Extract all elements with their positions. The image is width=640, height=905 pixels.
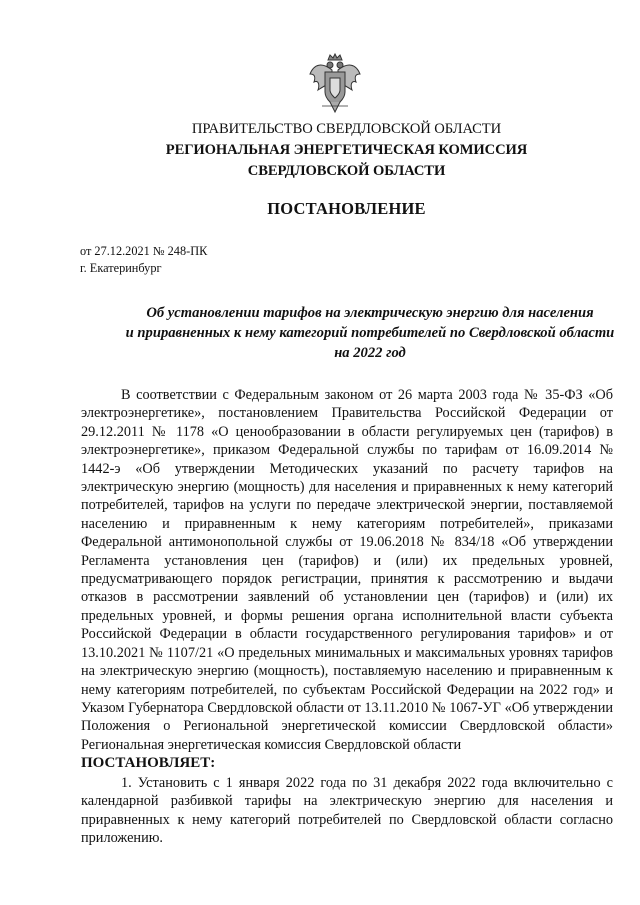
document-place: г. Екатеринбург — [80, 261, 162, 275]
preamble-paragraph: В соответствии с Федеральным законом от 26 марта 2003 года № 35-ФЗ «Об электроэнергетике», постановлением Правительства Российской Федерации от 29.12.2011 № 1178 «О ценообразовании в области регулируемых цен (тарифов) в электроэнергетике», приказом Федеральной службы по тарифам от 16.09.2014 № 1442-э «Об утверждении Методических указаний по расчету тарифов на электрическую энергию (мощность) для населения и приравненных к нему категорий потребителей, тарифов на услуги по передаче электрической энергии, поставляемой населению и приравненным к нему категориям потребителей», приказами Федеральной антимонопольной службы от 19.06.2018 № 834/18 «Об утверждении Регламента установления цен (тарифов) и (или) их предельных уровней, предусматривающего порядок регистрации, принятия к рассмотрению и выдачи отказов в рассмотрении заявлений об установлении цен (тарифов) и (или) их предельных уровней, и формы решения органа исполнительной власти субъекта Российской Федерации в области государственного регулирования тарифов» и от 13.10.2021 № 1107/21 «О предельных минимальных и максимальных уровнях тарифов на электрическую энергию (мощность), поставляемую населению и приравненным к нему категориям потребителей, по субъектам Российской Федерации на 2022 год» и Указом Губернатора Свердловской области от 13.11.2010 № 1067-УГ «Об утверждении Положения о Региональной энергетической комиссии Свердловской области» Региональная энергетическая комиссия Свердловской области — [81, 387, 613, 753]
resolve-label: ПОСТАНОВЛЯЕТ: — [81, 755, 216, 771]
document-title: ПОСТАНОВЛЕНИЕ — [267, 199, 426, 218]
subject-line: Об установлении тарифов на электрическую энергию для населения — [146, 305, 594, 321]
document-subject — [50, 303, 640, 363]
coat-of-arms-icon — [308, 52, 362, 114]
item-paragraph: 1. Установить с 1 января 2022 года по 31 декабря 2022 года включительно с календарной разбивкой тарифы на электрическую энергию для населения и приравненных к нему категорий потребителей по Свердловской области согласно приложению. — [81, 775, 613, 847]
subject-line: и приравненных к нему категорий потребителей по Свердловской области — [125, 325, 615, 341]
document-item-1 — [81, 774, 613, 848]
org-name-commission: РЕГИОНАЛЬНАЯ ЭНЕРГЕТИЧЕСКАЯ КОМИССИЯ — [165, 142, 528, 158]
document-preamble — [81, 386, 613, 754]
subject-line: на 2022 год — [334, 345, 406, 361]
document-date-number: от 27.12.2021 № 248-ПК — [80, 244, 208, 258]
org-name-region: СВЕРДЛОВСКОЙ ОБЛАСТИ — [247, 163, 446, 179]
org-name-government: ПРАВИТЕЛЬСТВО СВЕРДЛОВСКОЙ ОБЛАСТИ — [191, 121, 502, 137]
